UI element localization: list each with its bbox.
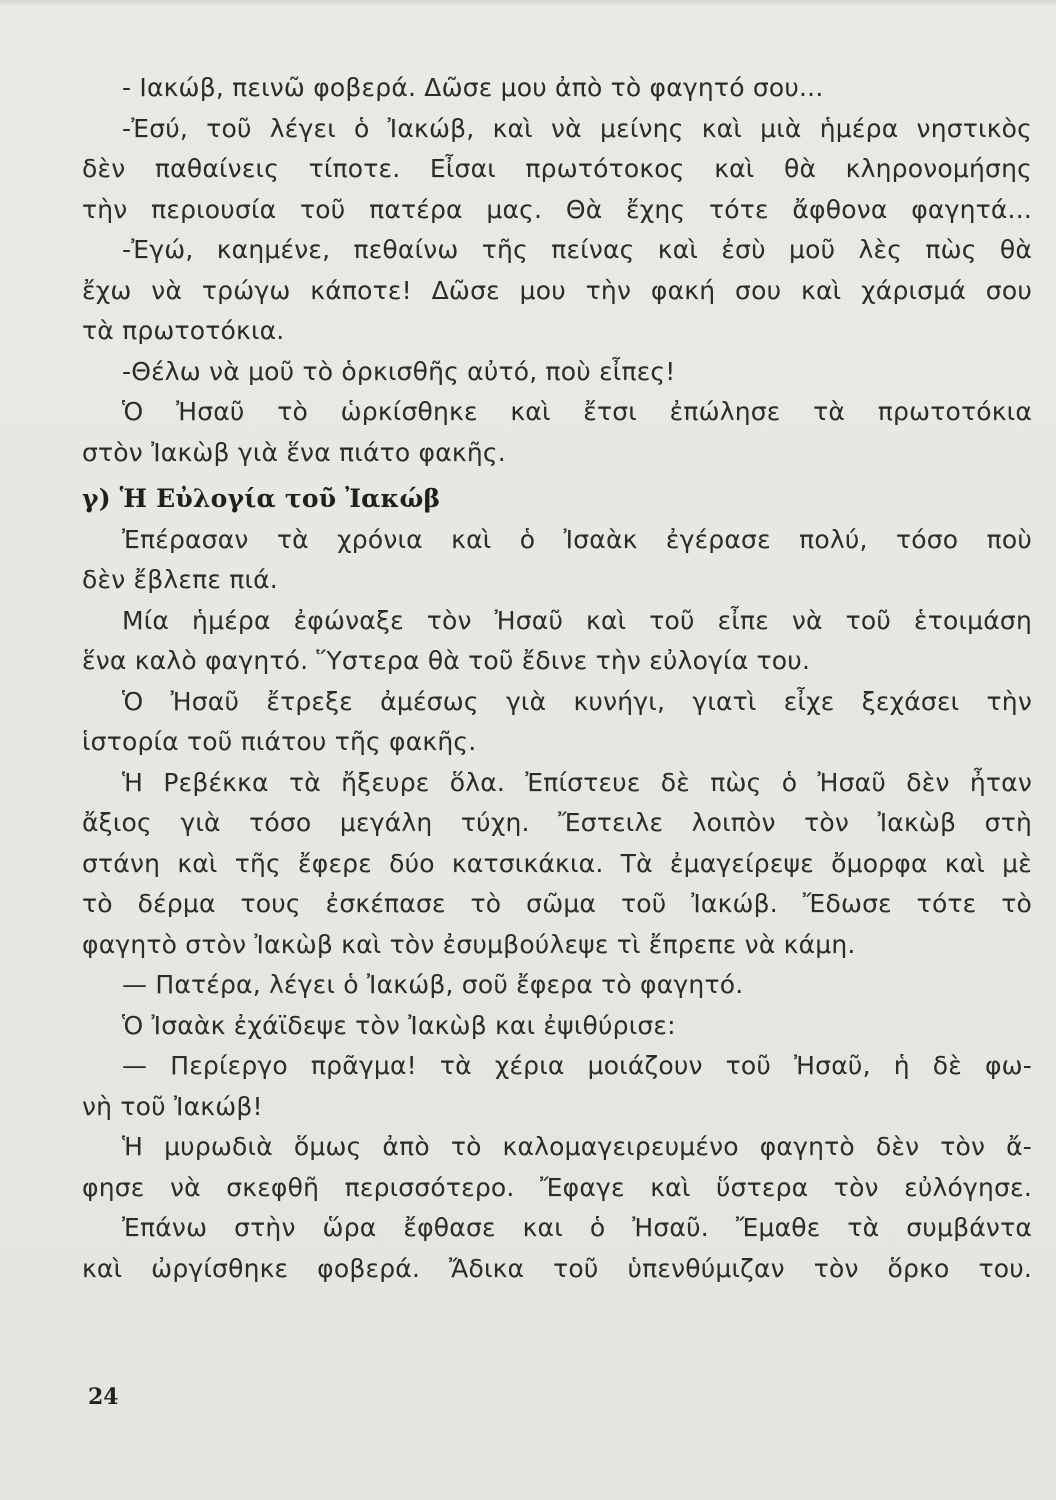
text-line: -Ἐσύ, τοῦ λέγει ὁ Ἰακώβ, καὶ νὰ μείνης καὶ μιὰ ἡμέρα νηστικὸς [122, 113, 1032, 143]
text-line: τὴν περιουσία τοῦ πατέρα μας. Θὰ ἔχης τότε ἄφθονα φαγητά... [82, 194, 1032, 224]
text-line: νὴ τοῦ Ἰακώβ! [82, 1091, 263, 1121]
text-line: -Θέλω νὰ μοῦ τὸ ὁρκισθῆς αὐτό, ποὺ εἶπες! [122, 356, 676, 386]
text-line: ἄξιος γιὰ τόσο μεγάλη τύχη. Ἔστειλε λοιπὸν τὸν Ἰακὼβ στὴ [82, 808, 1032, 837]
text-line: τὸ δέρμα τους ἐσκέπασε τὸ σῶμα τοῦ Ἰακώβ. Ἔδωσε τότε τὸ [82, 889, 1032, 918]
text-line: δὲν ἔβλεπε πιά. [82, 565, 278, 594]
text-line: στάνη καὶ τῆς ἔφερε δύο κατσικάκια. Τὰ ἐμαγείρεψε ὄμορφα καὶ μὲ [82, 848, 1032, 878]
page-number: 24 [88, 1384, 119, 1410]
body-text [82, 68, 1032, 1289]
text-line: - Ιακώβ, πεινῶ φοβερά. Δῶσε μου ἀπὸ τὸ φαγητό σου... [122, 73, 824, 102]
text-line: ἔχω νὰ τρώγω κάποτε! Δῶσε μου τὴν φακή σου καὶ χάρισμά σου [82, 275, 1032, 305]
text-line: Ἐπάνω στὴν ὥρα ἔφθασε και ὁ Ἠσαῦ. Ἔμαθε τὰ συμβάντα [122, 1213, 1032, 1242]
text-line: καὶ ὠργίσθηκε φοβερά. Ἄδικα τοῦ ὑπενθύμιζαν τὸν ὅρκο του. [82, 1253, 1032, 1283]
text-line: Ὁ Ἠσαῦ τὸ ὡρκίσθηκε καὶ ἔτσι ἐπώλησε τὰ πρωτοτόκια [122, 397, 1032, 426]
text-line: Ὁ Ἠσαῦ ἔτρεξε ἀμέσως γιὰ κυνήγι, γιατὶ εἶχε ξεχάσει τὴν [122, 686, 1032, 716]
text-line: δὲν παθαίνεις τίποτε. Εἶσαι πρωτότοκος καὶ θὰ κληρονομήσης [82, 154, 1032, 183]
text-line: ἱστορία τοῦ πιάτου τῆς φακῆς. [82, 727, 477, 756]
text-line: — Πατέρα, λέγει ὁ Ἰακώβ, σοῦ ἔφερα τὸ φαγητό. [122, 970, 744, 999]
text-line: — Περίεργο πρᾶγμα! τὰ χέρια μοιάζουν τοῦ Ἠσαῦ, ἡ δὲ φω- [122, 1051, 1032, 1080]
text-line: ἕνα καλὸ φαγητό. Ὕστερα θὰ τοῦ ἔδινε τὴν εὐλογία του. [82, 646, 811, 675]
page-edge-shadow [0, 0, 1056, 6]
text-line: τὰ πρωτοτόκια. [82, 316, 285, 345]
text-line: φαγητὸ στὸν Ἰακὼβ καὶ τὸν ἐσυμβούλεψε τὶ ἔπρεπε νὰ κάμη. [82, 929, 856, 959]
text-line: Ὁ Ἰσαὰκ ἐχάϊδεψε τὸν Ἰακὼβ και ἐψιθύρισε: [122, 1010, 676, 1040]
text-line: Ἡ μυρωδιὰ ὅμως ἀπὸ τὸ καλομαγειρευμένο φαγητὸ δὲν τὸν ἄ- [122, 1132, 1032, 1161]
text-line: Μία ἡμέρα ἐφώναξε τὸν Ἠσαῦ καὶ τοῦ εἶπε νὰ τοῦ ἑτοιμάση [122, 605, 1032, 635]
text-line: στὸν Ἰακὼβ γιὰ ἕνα πιάτο φακῆς. [82, 437, 506, 467]
text-line: Ἐπέρασαν τὰ χρόνια καὶ ὁ Ἰσαὰκ ἐγέρασε πολύ, τόσο ποὺ [122, 524, 1032, 554]
section-heading: γ) Ἡ Εὐλογία τοῦ Ἰακώβ [82, 484, 441, 513]
text-line: -Ἐγώ, καημένε, πεθαίνω τῆς πείνας καὶ ἐσὺ μοῦ λὲς πὼς θὰ [122, 235, 1032, 264]
text-line: φησε νὰ σκεφθῆ περισσότερο. Ἔφαγε καὶ ὕστερα τὸν εὐλόγησε. [82, 1172, 1032, 1202]
text-line: Ἡ Ρεβέκκα τὰ ἤξευρε ὅλα. Ἐπίστευε δὲ πὼς ὁ Ἠσαῦ δὲν ἦταν [122, 767, 1032, 797]
